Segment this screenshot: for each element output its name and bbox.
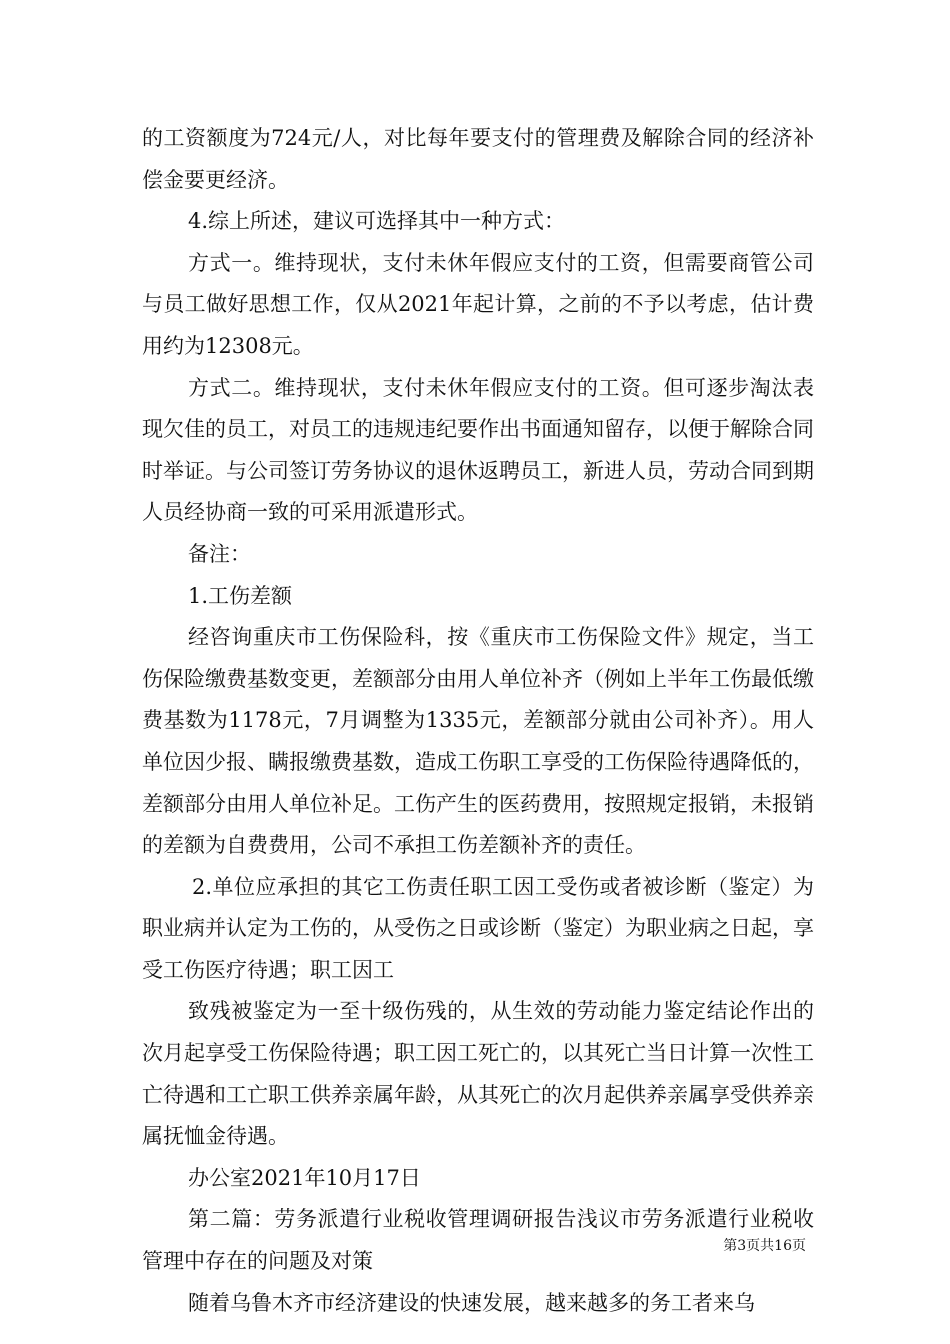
document-body (142, 118, 814, 1324)
paragraph-8: 2.单位应承担的其它工伤责任职工因工受伤或者被诊断（鉴定）为职业病并认定为工伤的，从受伤之日或诊断（鉴定）为职业病之日起，享受工伤医疗待遇；职工因工 (142, 874, 814, 982)
paragraph-3: 方式一。维持现状，支付未休年假应支付的工资，但需要商管公司与员工做好思想工作，仅从2021年起计算，之前的不予以考虑，估计费用约为12308元。 (142, 250, 814, 358)
paragraph-11: 第二篇：劳务派遣行业税收管理调研报告浅议市劳务派遣行业税收管理中存在的问题及对策 (142, 1207, 814, 1274)
paragraph-2: 4.综上所述，建议可选择其中一种方式： (188, 209, 566, 234)
page-footer: 第3页共16页 (723, 1238, 806, 1254)
paragraph-5: 备注： (188, 541, 251, 566)
paragraph-6: 1.工伤差额 (188, 583, 293, 608)
paragraph-7: 经咨询重庆市工伤保险科，按《重庆市工伤保险文件》规定，当工伤保险缴费基数变更，差额部分由用人单位补齐（例如上半年工伤最低缴费基数为1178元，7月调整为1335元，差额部分就由公司补齐）。用人单位因少报、瞒报缴费基数，造成工伤职工享受的工伤保险待遇降低的，差额部分由用人单位补足。工伤产生的医药费用，按照规定报销，未报销的差额为自费费用，公司不承担工伤差额补齐的责任。 (142, 625, 814, 858)
paragraph-4: 方式二。维持现状，支付未休年假应支付的工资。但可逐步淘汰表现欠佳的员工，对员工的违规违纪要作出书面通知留存，以便于解除合同时举证。与公司签订劳务协议的退休返聘员工，新进人员，劳动合同到期人员经协商一致的可采用派遣形式。 (142, 375, 814, 525)
paragraph-12: 随着乌鲁木齐市经济建设的快速发展，越来越多的务工者来乌 (188, 1290, 755, 1315)
paragraph-10: 办公室2021年10月17日 (188, 1165, 421, 1190)
paragraph-1: 的工资额度为724元/人，对比每年要支付的管理费及解除合同的经济补偿金要更经济。 (142, 126, 814, 192)
paragraph-9: 致残被鉴定为一至十级伤残的，从生效的劳动能力鉴定结论作出的次月起享受工伤保险待遇；职工因工死亡的，以其死亡当日计算一次性工亡待遇和工亡职工供养亲属年龄，从其死亡的次月起供养亲属享受供养亲属抚恤金待遇。 (142, 999, 814, 1149)
